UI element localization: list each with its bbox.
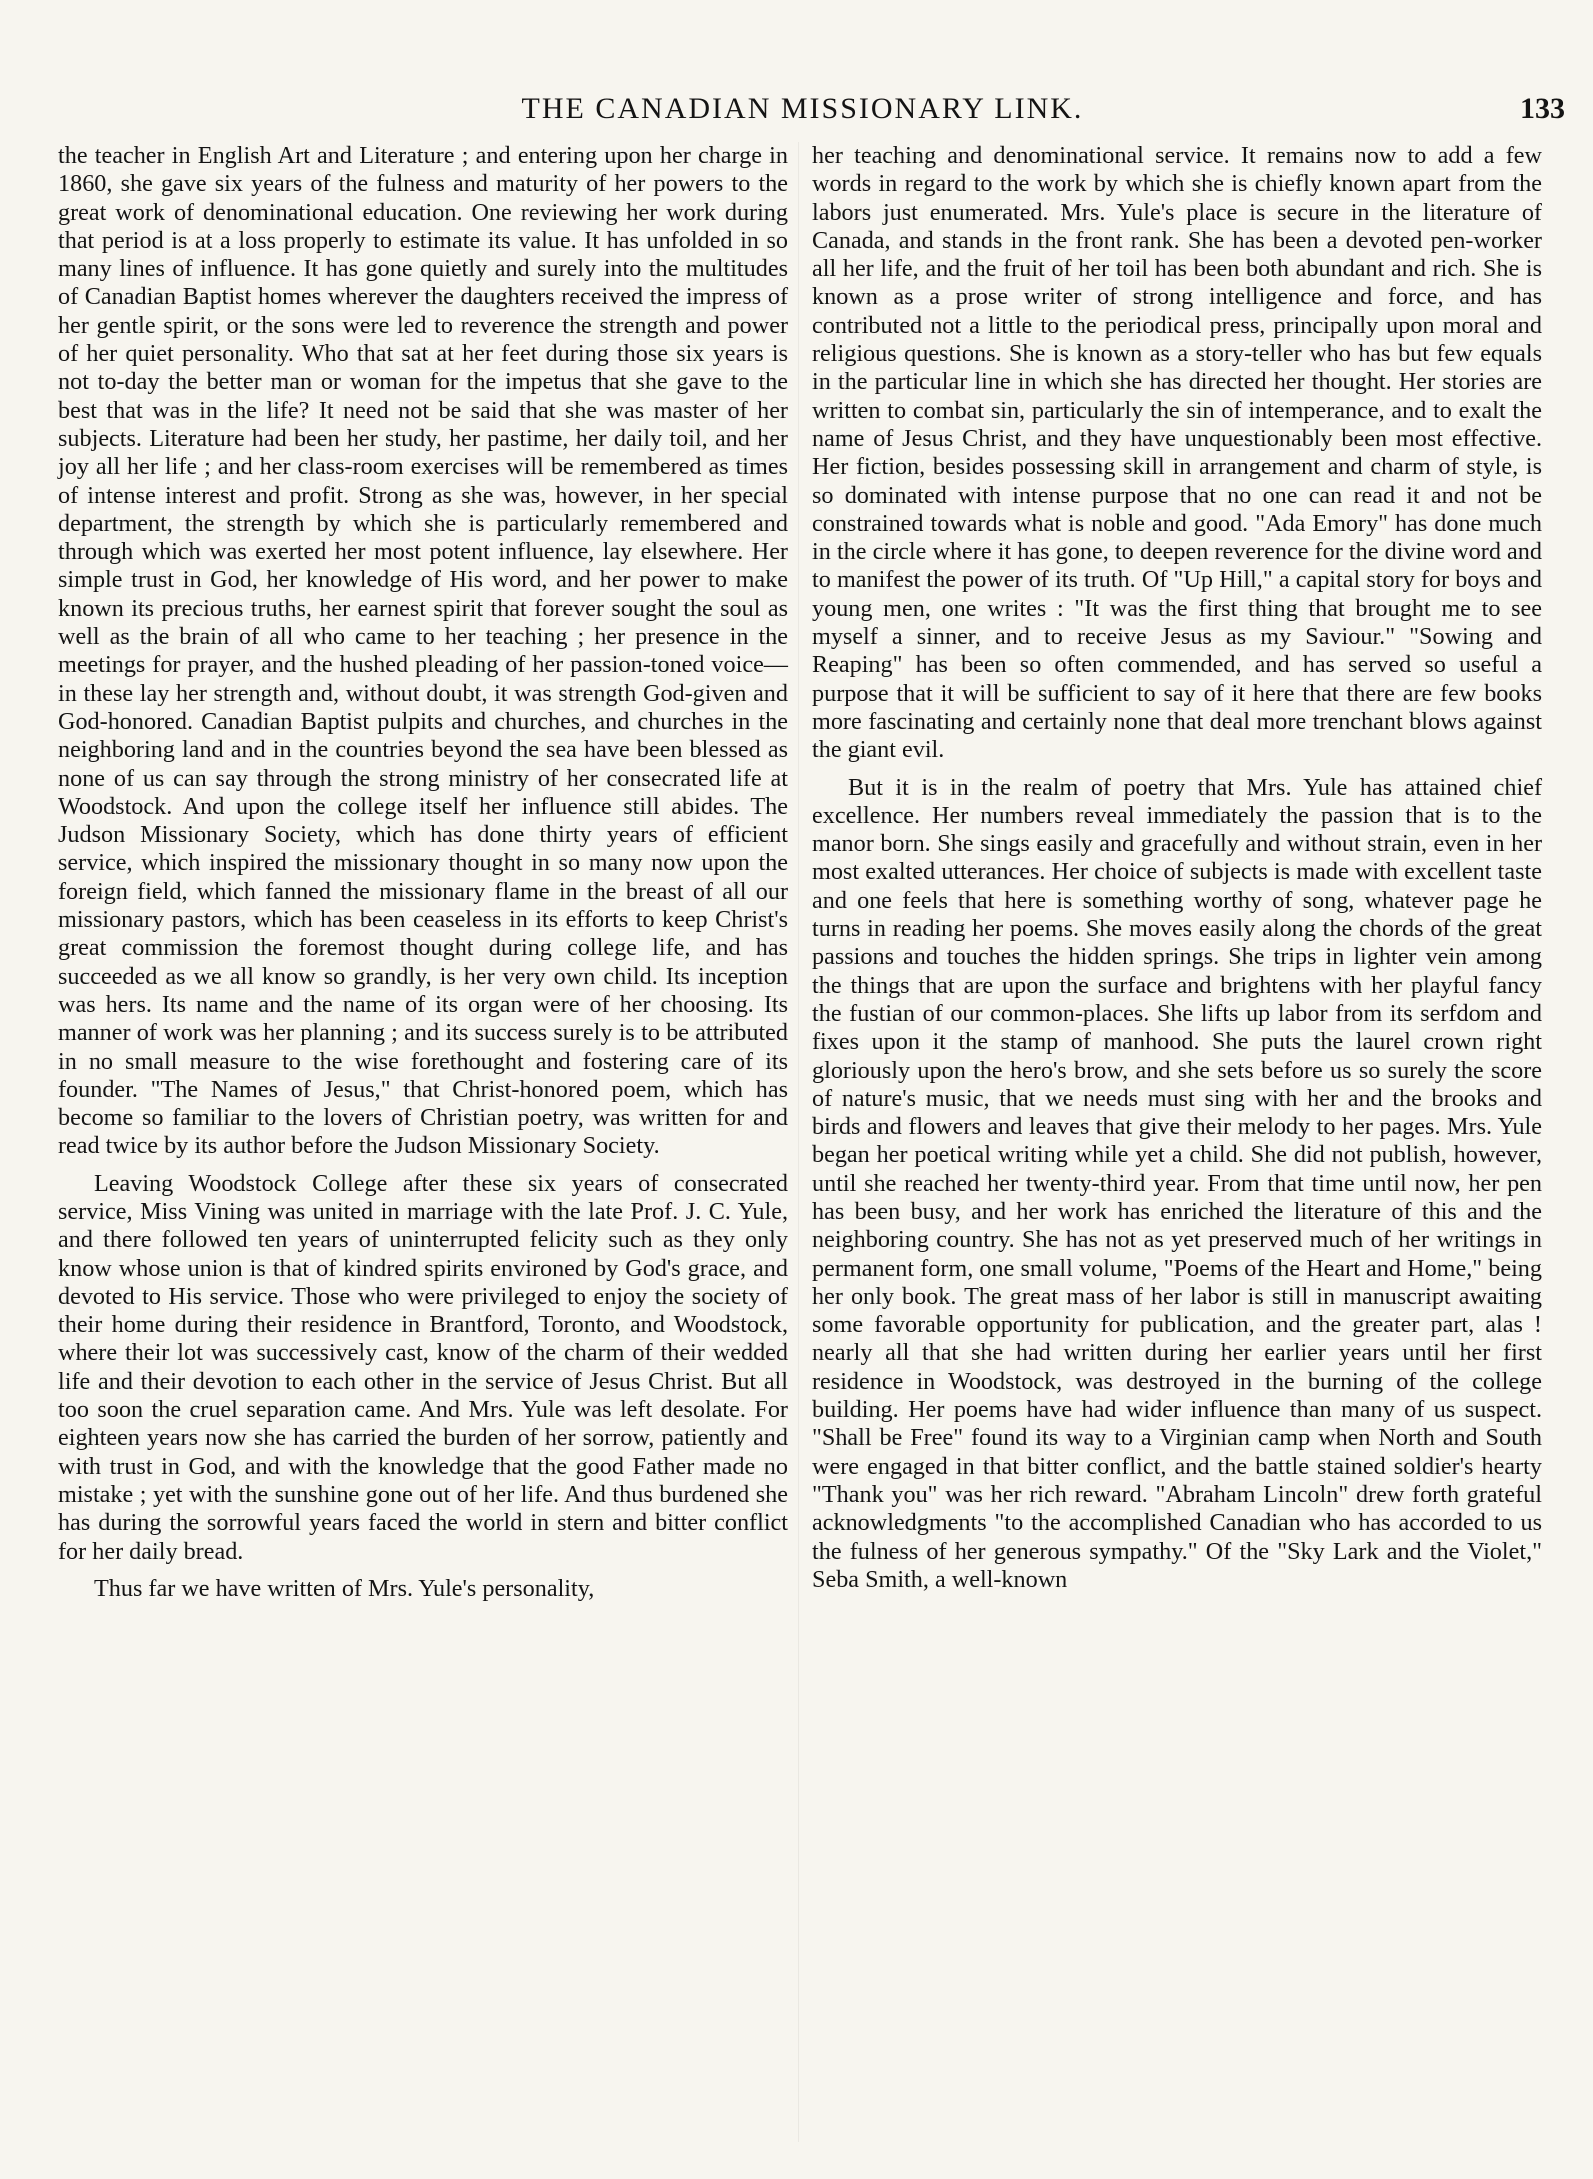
column-divider	[798, 142, 799, 2142]
page-title: THE CANADIAN MISSIONARY LINK.	[521, 92, 1084, 125]
page-number: 133	[1520, 92, 1565, 125]
paragraph: Leaving Woodstock College after these six years of consecrated service, Miss Vining was united in marriage with the late Prof. J. C. Yule, and there followed ten years of uninterrupted felicity such as they only know whose union is that of kindred spirits environed by God's grace, and devoted to His service. Those who were privileged to enjoy the society of their home during their residence in Brantford, Toronto, and Woodstock, where their lot was successively cast, know of the charm of their wedded life and their devotion to each other in the service of Jesus Christ. But all too soon the cruel separation came. And Mrs. Yule was left desolate. For eighteen years now she has carried the burden of her sorrow, patiently and with trust in God, and with the knowledge that the good Father made no mistake ; yet with the sunshine gone out of her life. And thus burdened she has during the sorrowful years faced the world in stern and bitter conflict for her daily bread.	[58, 1169, 788, 1565]
right-column	[812, 142, 1542, 2142]
paragraph: the teacher in English Art and Literature ; and entering upon her charge in 1860, she gave six years of the fulness and maturity of her powers to the great work of denominational education. One reviewing her work during that period is at a loss properly to estimate its value. It has unfolded in so many lines of influence. It has gone quietly and surely into the multitudes of Canadian Baptist homes wherever the daughters received the impress of her gentle spirit, or the sons were led to reverence the strength and power of her quiet personality. Who that sat at her feet during those six years is not to-day the better man or woman for the impetus that she gave to the best that was in the life? It need not be said that she was master of her subjects. Literature had been her study, her pastime, her daily toil, and her joy all her life ; and her class-room exercises will be remembered as times of intense interest and profit. Strong as she was, however, in her special department, the strength by which she is particularly remembered and through which was exerted her most potent influence, lay elsewhere. Her simple trust in God, her knowledge of His word, and her power to make known its precious truths, her earnest spirit that forever sought the soul as well as the brain of all who came to her teaching ; her presence in the meetings for prayer, and the hushed pleading of her passion-toned voice—in these lay her strength and, without doubt, it was strength God-given and God-honored. Canadian Baptist pulpits and churches, and churches in the neighboring land and in the countries beyond the sea have been blessed as none of us can say through the strong ministry of her consecrated life at Woodstock. And upon the college itself her influence still abides. The Judson Missionary Society, which has done thirty years of efficient service, which inspired the missionary thought in so many now upon the foreign field, which fanned the missionary flame in the breast of all our missionary pastors, which has been ceaseless in its efforts to keep Christ's great commission the foremost thought during college life, and has succeeded as we all know so grandly, is her very own child. Its inception was hers. Its name and the name of its organ were of her choosing. Its manner of work was her planning ; and its success surely is to be attributed in no small measure to the wise forethought and fostering care of its founder. "The Names of Jesus," that Christ-honored poem, which has become so familiar to the lovers of Christian poetry, was written for and read twice by its author before the Judson Missionary Society.	[58, 142, 788, 1160]
left-column	[58, 142, 788, 2142]
page-header	[40, 92, 1565, 136]
paragraph: But it is in the realm of poetry that Mrs. Yule has attained chief excellence. Her numbers reveal immediately the passion that is to the manor born. She sings easily and gracefully and without strain, even in her most exalted utterances. Her choice of subjects is made with excellent taste and one feels that here is something worthy of song, whatever page he turns in reading her poems. She moves easily along the chords of the great passions and touches the hidden springs. She trips in lighter vein among the things that are upon the surface and brightens with her playful fancy the fustian of our common-places. She lifts up labor from its serfdom and fixes upon it the stamp of manhood. She puts the laurel crown right gloriously upon the hero's brow, and she sets before us so surely the score of nature's music, that we needs must sing with her and the brooks and birds and flowers and leaves that give their melody to her pages. Mrs. Yule began her poetical writing while yet a child. She did not publish, however, until she reached her twenty-third year. From that time until now, her pen has been busy, and her work has enriched the literature of this and the neighboring country. She has not as yet preserved much of her writings in permanent form, one small volume, "Poems of the Heart and Home," being her only book. The great mass of her labor is still in manuscript awaiting some favorable opportunity for publication, and the greater part, alas ! nearly all that she had written during her earlier years until her first residence in Woodstock, was destroyed in the burning of the college building. Her poems have had wider influence than many of us suspect. "Shall be Free" found its way to a Virginian camp when North and South were engaged in that bitter conflict, and the battle stained soldier's hearty "Thank you" was her rich reward. "Abraham Lincoln" drew forth grateful acknowledgments "to the accomplished Canadian who has accorded to us the fulness of her generous sympathy." Of the "Sky Lark and the Violet," Seba Smith, a well-known	[812, 773, 1542, 1593]
paragraph: her teaching and denominational service. It remains now to add a few words in regard to the work by which she is chiefly known apart from the labors just enumerated. Mrs. Yule's place is secure in the literature of Canada, and stands in the front rank. She has been a devoted pen-worker all her life, and the fruit of her toil has been both abundant and rich. She is known as a prose writer of strong intelligence and force, and has contributed not a little to the periodical press, principally upon moral and religious questions. She is known as a story-teller who has but few equals in the particular line in which she has directed her thought. Her stories are written to combat sin, particularly the sin of intemperance, and to exalt the name of Jesus Christ, and they have unquestionably been most effective. Her fiction, besides possessing skill in arrangement and charm of style, is so dominated with intense purpose that no one can read it and not be constrained towards what is noble and good. "Ada Emory" has done much in the circle where it has gone, to deepen reverence for the divine word and to manifest the power of its truth. Of "Up Hill," a capital story for boys and young men, one writes : "It was the first thing that brought me to see myself a sinner, and to receive Jesus as my Saviour." "Sowing and Reaping" has been so often commended, and has served so useful a purpose that it will be sufficient to say of it here that there are few books more fascinating and certainly none that deal more trenchant blows against the giant evil.	[812, 142, 1542, 764]
paragraph: Thus far we have written of Mrs. Yule's personality,	[94, 1574, 595, 1602]
